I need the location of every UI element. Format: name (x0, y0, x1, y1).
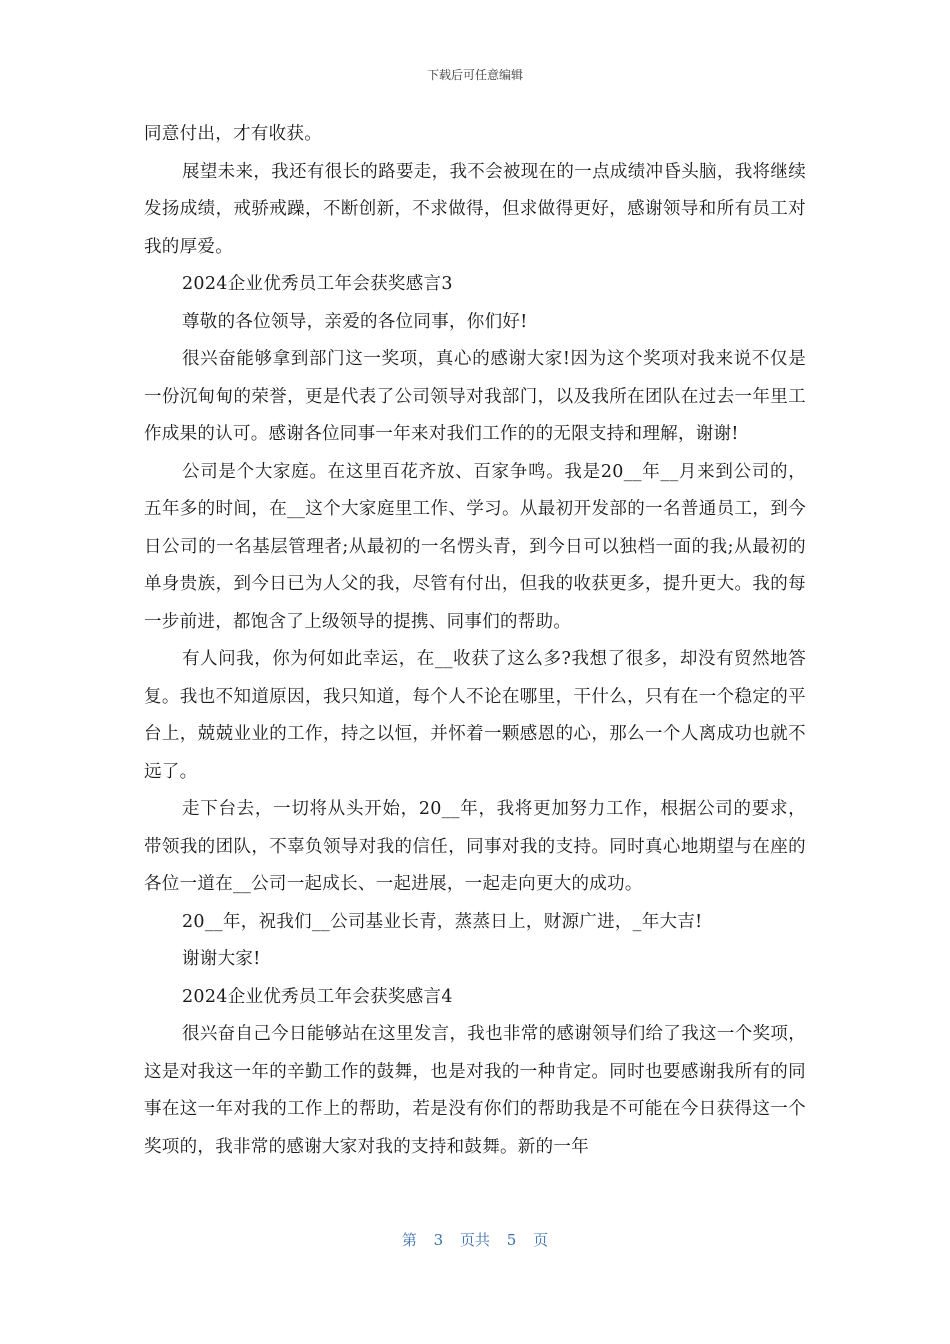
paragraph: 尊敬的各位领导，亲爱的各位同事，你们好! (182, 311, 528, 332)
paragraph: 公司是个大家庭。在这里百花齐放、百家争鸣。我是20__年__月来到公司的，五年多的时间，在__这个大家庭里工作、学习。从最初开发部的一名普通员工，到今日公司的一名基层管理者;从最初的一名愣头青，到今日可以独档一面的我;从最初的单身贵族，到今日已为人父的我，尽管有付出，但我的收获更多，提升更大。我的每一步前进，都饱含了上级领导的提携、同事们的帮助。 (144, 461, 806, 632)
page-label: 第 (401, 1231, 417, 1249)
section-heading: 2024企业优秀员工年会获奖感言4 (182, 986, 453, 1007)
paragraph: 很兴奋自己今日能够站在这里发言，我也非常的感谢领导们给了我这一个奖项，这是对我这一年的辛勤工作的鼓舞，也是对我的一种肯定。同时也要感谢我所有的同事在这一年对我的工作上的帮助，若是没有你们的帮助我是不可能在今日获得这一个奖项的，我非常的感谢大家对我的支持和鼓舞。新的一年 (144, 1024, 806, 1157)
paragraph: 同意付出，才有收获。 (144, 124, 322, 144)
page-header: 下载后可任意编辑 (426, 68, 523, 82)
paragraph: 有人问我，你为何如此幸运，在__收获了这么多?我想了很多，却没有贸然地答复。我也不知道原因，我只知道，每个人不论在哪里，干什么，只有在一个稳定的平台上，兢兢业业的工作，持之以恒，并怀着一颗感恩的心，那么一个人离成功也就不远了。 (144, 649, 806, 782)
paragraph: 很兴奋能够拿到部门这一奖项，真心的感谢大家!因为这个奖项对我来说不仅是一份沉甸甸的荣誉，更是代表了公司领导对我部门，以及我所在团队在过去一年里工作成果的认可。感谢各位同事一年来对我们工作的的无限支持和理解，谢谢! (144, 349, 806, 444)
total-pages-number: 5 (506, 1231, 517, 1249)
page-end-label: 页 (533, 1231, 549, 1249)
page-number-footer (0, 1229, 950, 1250)
paragraph: 展望未来，我还有很长的路要走，我不会被现在的一点成绩冲昏头脑，我将继续发扬成绩，戒骄戒躁，不断创新，不求做得，但求做得更好，感谢领导和所有员工对我的厚爱。 (144, 161, 806, 257)
paragraph: 走下台去，一切将从头开始，20__年，我将更加努力工作，根据公司的要求，带领我的团队，不辜负领导对我的信任，同事对我的支持。同时真心地期望与在座的各位一道在__公司一起成长、一起进展，一起走向更大的成功。 (144, 799, 806, 894)
paragraph: 20__年，祝我们__公司基业长青，蒸蒸日上，财源广进，_年大吉! (182, 911, 703, 932)
section-heading: 2024企业优秀员工年会获奖感言3 (182, 274, 453, 294)
page-of-label: 页共 (459, 1231, 490, 1249)
document-body (144, 116, 806, 1166)
current-page-number: 3 (433, 1231, 444, 1249)
paragraph: 谢谢大家! (182, 949, 261, 969)
